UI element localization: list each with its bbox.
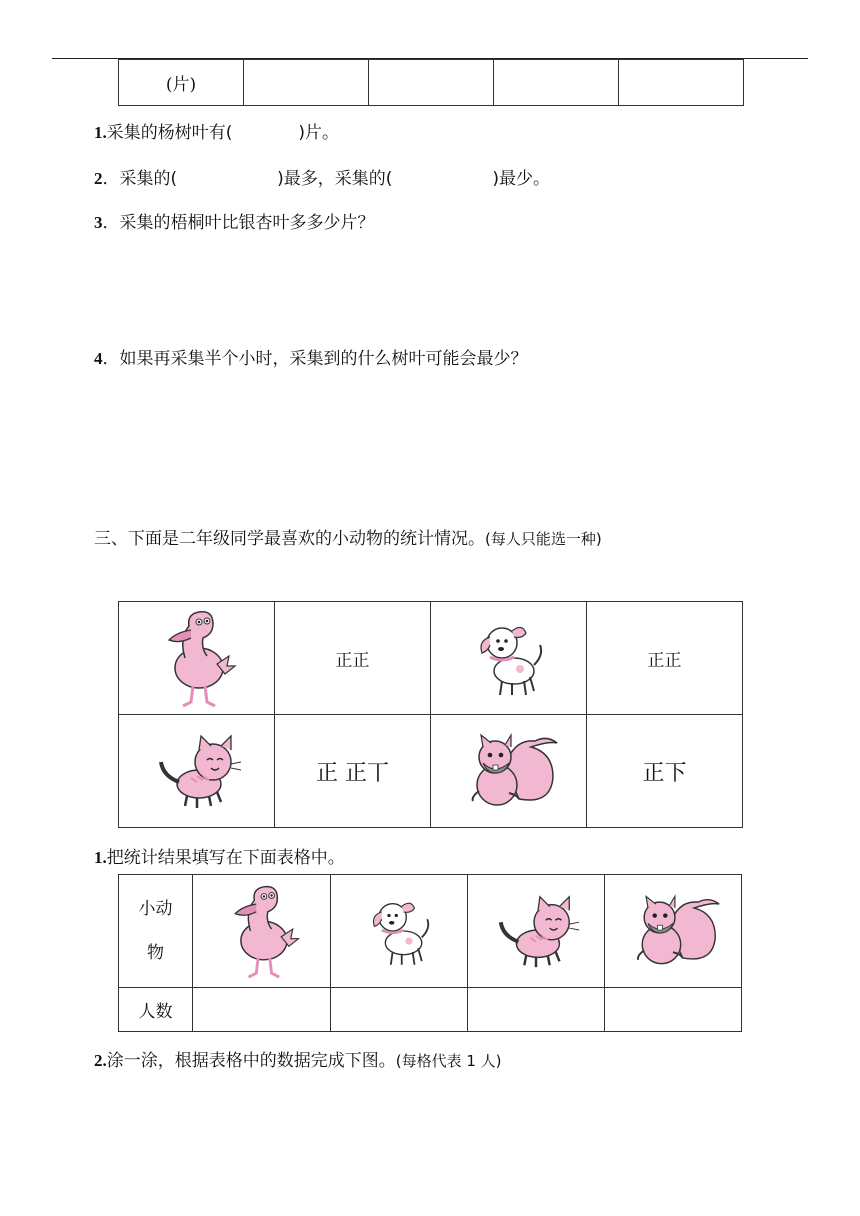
- question-number: 4: [94, 349, 103, 368]
- unit-label-cell: (片): [119, 60, 244, 106]
- question-text: 采集的杨树叶有(: [106, 123, 233, 143]
- question-text: ．如果再采集半个小时，采集到的什么树叶可能会最少？: [102, 349, 528, 369]
- animal-header-cell: [119, 875, 193, 988]
- squirrel-icon: [623, 890, 723, 972]
- duck-count-cell[interactable]: [193, 988, 331, 1032]
- question-text: ．采集的(: [102, 169, 178, 189]
- duck-tally-cell: 正正: [275, 602, 431, 715]
- cat-tally-cell: 正 正丅: [275, 715, 431, 828]
- dog-count-cell[interactable]: [331, 988, 468, 1032]
- squirrel-header-cell: [605, 875, 742, 988]
- count-cell[interactable]: [369, 60, 494, 106]
- animal-header-line: 物: [147, 943, 164, 963]
- question-number: 1.: [94, 848, 107, 867]
- question-2-3: [94, 208, 375, 233]
- squirrel-tally-cell: 正下: [587, 715, 743, 828]
- question-number: 3: [94, 213, 103, 232]
- dog-header-cell: [331, 875, 468, 988]
- count-cell[interactable]: [619, 60, 744, 106]
- section-title: 三、下面是二年级同学最喜欢的小动物的统计情况。: [94, 529, 485, 549]
- question-note: (每格代表 1 人): [395, 1052, 502, 1070]
- question-text: )最少。: [492, 169, 551, 189]
- dog-tally-cell: 正正: [587, 602, 743, 715]
- duck-icon: [214, 879, 310, 983]
- question-text: 把统计结果填写在下面表格中。: [106, 848, 345, 868]
- question-text: )最多，采集的(: [277, 169, 393, 189]
- question-2-2: [94, 164, 550, 189]
- cat-icon: [486, 887, 586, 975]
- question-text: )片。: [298, 123, 340, 143]
- squirrel-picture-cell: [431, 715, 587, 828]
- squirrel-count-cell[interactable]: [605, 988, 742, 1032]
- question-text: ．采集的梧桐叶比银杏叶多多少片？: [102, 213, 375, 233]
- duck-picture-cell: [119, 602, 275, 715]
- duck-icon: [147, 606, 247, 710]
- section-3-heading: [94, 524, 602, 549]
- section-note: (每人只能选一种): [485, 530, 602, 548]
- cat-picture-cell: [119, 715, 275, 828]
- question-2-4: [94, 344, 528, 369]
- cat-icon: [147, 726, 247, 816]
- count-cell[interactable]: [494, 60, 619, 106]
- question-number: 1.: [94, 123, 107, 142]
- cat-header-cell: [468, 875, 605, 988]
- question-2-1: [94, 118, 339, 143]
- count-cell[interactable]: [244, 60, 369, 106]
- count-row-label: 人数: [119, 988, 193, 1032]
- question-number: 2: [94, 169, 103, 188]
- result-table: [118, 874, 742, 1032]
- tally-table: [118, 601, 743, 828]
- dog-icon: [358, 890, 440, 972]
- squirrel-icon: [457, 729, 561, 813]
- dog-picture-cell: [431, 602, 587, 715]
- question-3-1: [94, 843, 345, 868]
- question-3-2: [94, 1046, 502, 1071]
- dog-icon: [464, 613, 554, 703]
- animal-header-line: 小动: [138, 899, 173, 919]
- question-number: 2.: [94, 1051, 107, 1070]
- question-text: 涂一涂，根据表格中的数据完成下图。: [106, 1051, 396, 1071]
- leaf-count-table-fragment: [118, 59, 744, 106]
- cat-count-cell[interactable]: [468, 988, 605, 1032]
- duck-header-cell: [193, 875, 331, 988]
